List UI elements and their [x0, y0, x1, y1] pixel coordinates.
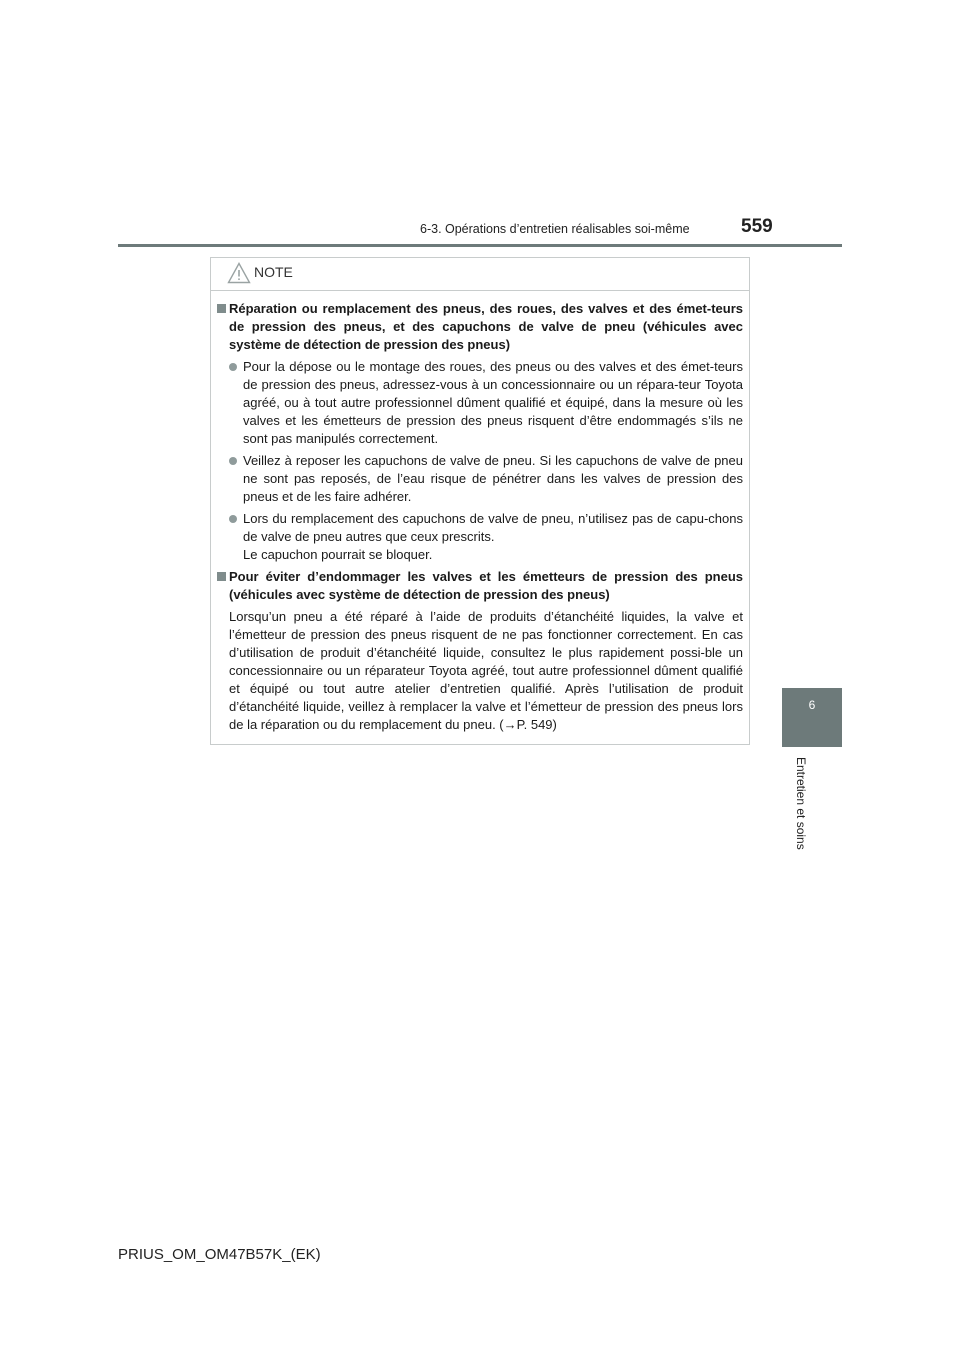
dot-bullet-icon — [229, 457, 237, 465]
page-number: 559 — [741, 216, 773, 237]
list-item-text: Veillez à reposer les capuchons de valve de pneu. Si les capuchons de valve de pneu ne sont pas reposés, de l’eau risque de pénétrer dans les valves de pression des pneus et de les faire adhérer. — [243, 453, 743, 504]
section-heading-text: Réparation ou remplacement des pneus, des roues, des valves et des émet-teurs de pression des pneus, et des capuchons de valve de pneu (véhicules avec système de détection de pression des pneus) — [229, 301, 743, 352]
footer-document-code: PRIUS_OM_OM47B57K_(EK) — [118, 1246, 321, 1263]
chapter-tab — [782, 688, 842, 747]
dot-bullet-icon — [229, 515, 237, 523]
note-box — [210, 257, 750, 745]
list-item — [217, 452, 743, 506]
square-bullet-icon — [217, 572, 226, 581]
list-item-text-continued: Le capuchon pourrait se bloquer. — [243, 547, 433, 562]
list-item-text: Pour la dépose ou le montage des roues, des pneus ou des valves et des émet-teurs de pression des pneus, adressez-vous à un concessionnaire ou un répara-teur Toyota agréé, ou à tout autre professionnel dûment qualifié et équipé, dans la mesure où les valves et les émetteurs de pression des pneus risquent d’être endommagés s’ils ne sont pas manipulés correctement. — [243, 359, 743, 446]
section-paragraph: Lorsqu’un pneu a été réparé à l’aide de produits d’étanchéité liquides, la valve et l’émetteur de pression des pneus risquent de ne pas fonctionner correctement. En cas d’utilisation de produit d’étanchéité liquide, consultez le plus rapidement possi-ble un concessionnaire ou un réparateur Toyota agréé, tout autre professionnel dûment qualifié et équipé ou tout autre atelier d’entretien qualifié. Après l’utilisation de produit d’étanchéité liquide, veillez à remplacer la valve et l’émetteur de pression des pneus lors de la réparation ou du remplacement du pneu. (→P. 549) — [229, 609, 743, 732]
header-section-title: 6-3. Opérations d’entretien réalisables soi-même — [420, 222, 690, 236]
list-item-text: Lors du remplacement des capuchons de valve de pneu, n’utilisez pas de capu-chons de valve de pneu autres que ceux prescrits. — [243, 511, 743, 544]
chapter-number: 6 — [808, 698, 816, 712]
section-heading — [217, 300, 743, 354]
note-body — [217, 300, 743, 738]
header-rule — [118, 244, 842, 247]
section-heading — [217, 568, 743, 604]
warning-triangle-icon — [227, 262, 251, 284]
list-item — [217, 358, 743, 448]
dot-bullet-icon — [229, 363, 237, 371]
chapter-side-label: Entretien et soins — [794, 757, 808, 850]
note-header — [211, 258, 749, 291]
square-bullet-icon — [217, 304, 226, 313]
section-heading-text: Pour éviter d’endommager les valves et les émetteurs de pression des pneus (véhicules avec système de détection de pression des pneus) — [229, 569, 743, 602]
note-title: NOTE — [254, 264, 293, 280]
list-item — [217, 510, 743, 564]
